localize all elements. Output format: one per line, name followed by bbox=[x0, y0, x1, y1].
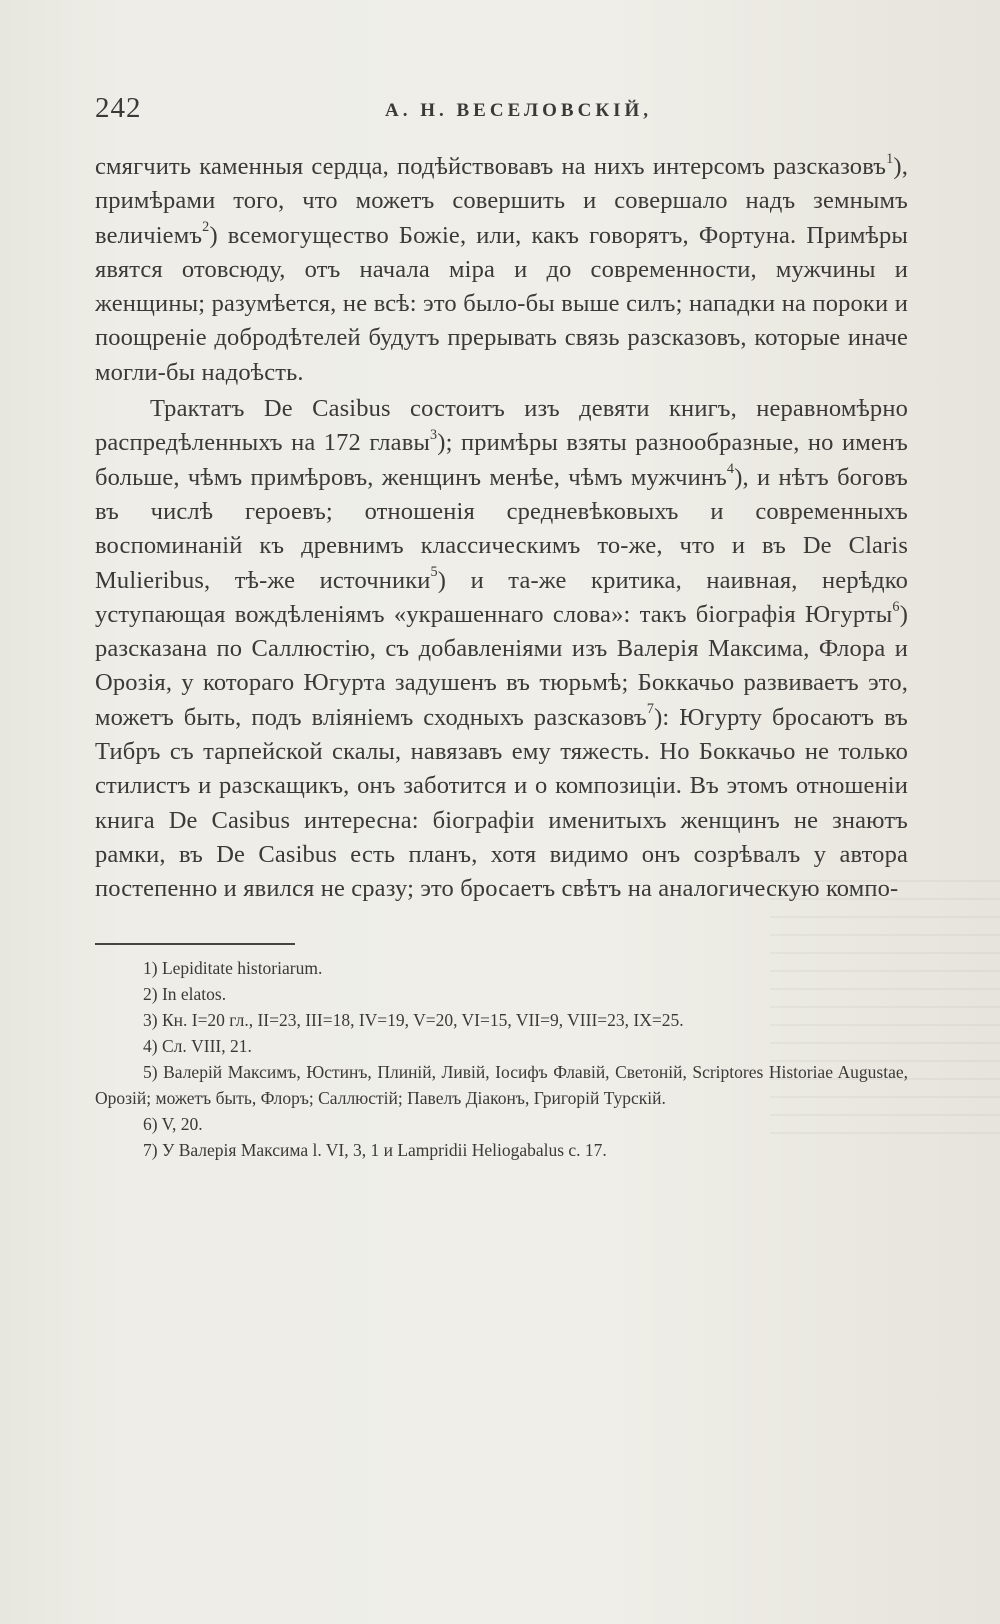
paragraph-2-part-1: Трактатъ De Casibus состоитъ изъ девяти книгъ, неравномѣрно распредѣленныхъ на 172 главы bbox=[95, 395, 908, 457]
footnote-7: 7) У Валерія Максима l. VI, 3, 1 и Lampridii Heliogabalus c. 17. bbox=[143, 1139, 607, 1160]
page-number: 242 bbox=[95, 92, 142, 124]
footnote-ref-1: 1 bbox=[886, 150, 894, 167]
footnote-1: 1) Lepiditate historiarum. bbox=[143, 957, 323, 978]
running-head: А. Н. ВЕСЕЛОВСКІЙ, bbox=[385, 100, 653, 121]
paragraph-2-part-4: ) и та-же критика, наивная, нерѣдко уступающая вождѣленіямъ «украшеннаго слова»: такъ біографія Югурты bbox=[95, 566, 909, 628]
page-header bbox=[95, 92, 908, 142]
paragraph-1-part-3: ) всемогущество Божіе, или, какъ говорятъ, Фортуна. Примѣры явятся отовсюду, отъ начала міра и до современности, мужчины и женщины; разумѣется, не всѣ: это было-бы выше силъ; нападки на пороки и поощреніе добродѣтелей будутъ прерывать связь разсказовъ, которые иначе могли-бы надоѣсть. bbox=[95, 221, 908, 386]
footnote-ref-6: 6 bbox=[892, 598, 900, 615]
main-text bbox=[95, 150, 908, 907]
footnote-3: 3) Кн. I=20 гл., II=23, III=18, IV=19, V=20, VI=15, VII=9, VIII=23, IX=25. bbox=[143, 1009, 684, 1030]
footnotes bbox=[95, 955, 908, 1163]
paragraph-2 bbox=[95, 392, 908, 906]
paragraph-2-part-6: ): Югурту бросаютъ въ Тибръ съ тарпейской скалы, навязавъ ему тяжесть. Но Боккачьо не только стилистъ и разскащикъ, онъ заботится и о композиціи. Въ этомъ отношеніи книга De Casibus интересна: біографіи именитыхъ женщинъ не знаютъ рамки, въ De Casibus есть планъ, хотя видимо онъ созрѣвалъ у автора постепенно и явился не сразу; это бросаетъ свѣтъ на аналогическую компо- bbox=[95, 703, 908, 903]
footnote-ref-2: 2 bbox=[202, 219, 210, 236]
footnote-ref-7: 7 bbox=[646, 701, 655, 718]
footnote-4: 4) Сл. VIII, 21. bbox=[143, 1035, 252, 1056]
paragraph-2-part-3: ), и нѣтъ боговъ въ числѣ героевъ; отношенія средневѣковыхъ и современныхъ воспоминаній къ древнимъ классическимъ то-же, что и въ De Claris Mulieribus, тѣ-же источники bbox=[95, 463, 908, 594]
paragraph-1-part-2: ), примѣрами того, что можетъ совершить и совершало надъ земнымъ величіемъ bbox=[95, 153, 908, 249]
footnote-divider bbox=[95, 943, 295, 945]
footnote-ref-3: 3 bbox=[430, 427, 438, 444]
footnote-5: 5) Валерій Максимъ, Юстинъ, Плиній, Ливій, Іосифъ Флавій, Светоній, Scriptores Historiae Augustae, Орозій; можетъ быть, Флоръ; Саллюстій; Павелъ Діаконъ, Григорій Турскій. bbox=[95, 1061, 908, 1108]
footnote-ref-4: 4 bbox=[726, 461, 735, 478]
paragraph-1 bbox=[95, 150, 908, 390]
footnote-6: 6) V, 20. bbox=[143, 1113, 203, 1134]
paragraph-2-part-5: ) разсказана по Саллюстію, съ добавленіями изъ Валерія Максима, Флора и Орозія, у котораго Югурта задушенъ въ тюрьмѣ; Боккачьо развиваетъ это, можетъ быть, подъ вліяніемъ сходныхъ разсказовъ bbox=[95, 600, 908, 731]
paragraph-1-part-1: смягчить каменныя сердца, подѣйствовавъ на нихъ интерсомъ разсказовъ bbox=[95, 153, 887, 180]
paragraph-2-part-2: ); примѣры взяты разнообразные, но именъ больше, чѣмъ примѣровъ, женщинъ менѣе, чѣмъ мужчинъ bbox=[95, 429, 908, 491]
footnote-2: 2) In elatos. bbox=[143, 983, 227, 1004]
footnote-ref-5: 5 bbox=[430, 564, 438, 581]
